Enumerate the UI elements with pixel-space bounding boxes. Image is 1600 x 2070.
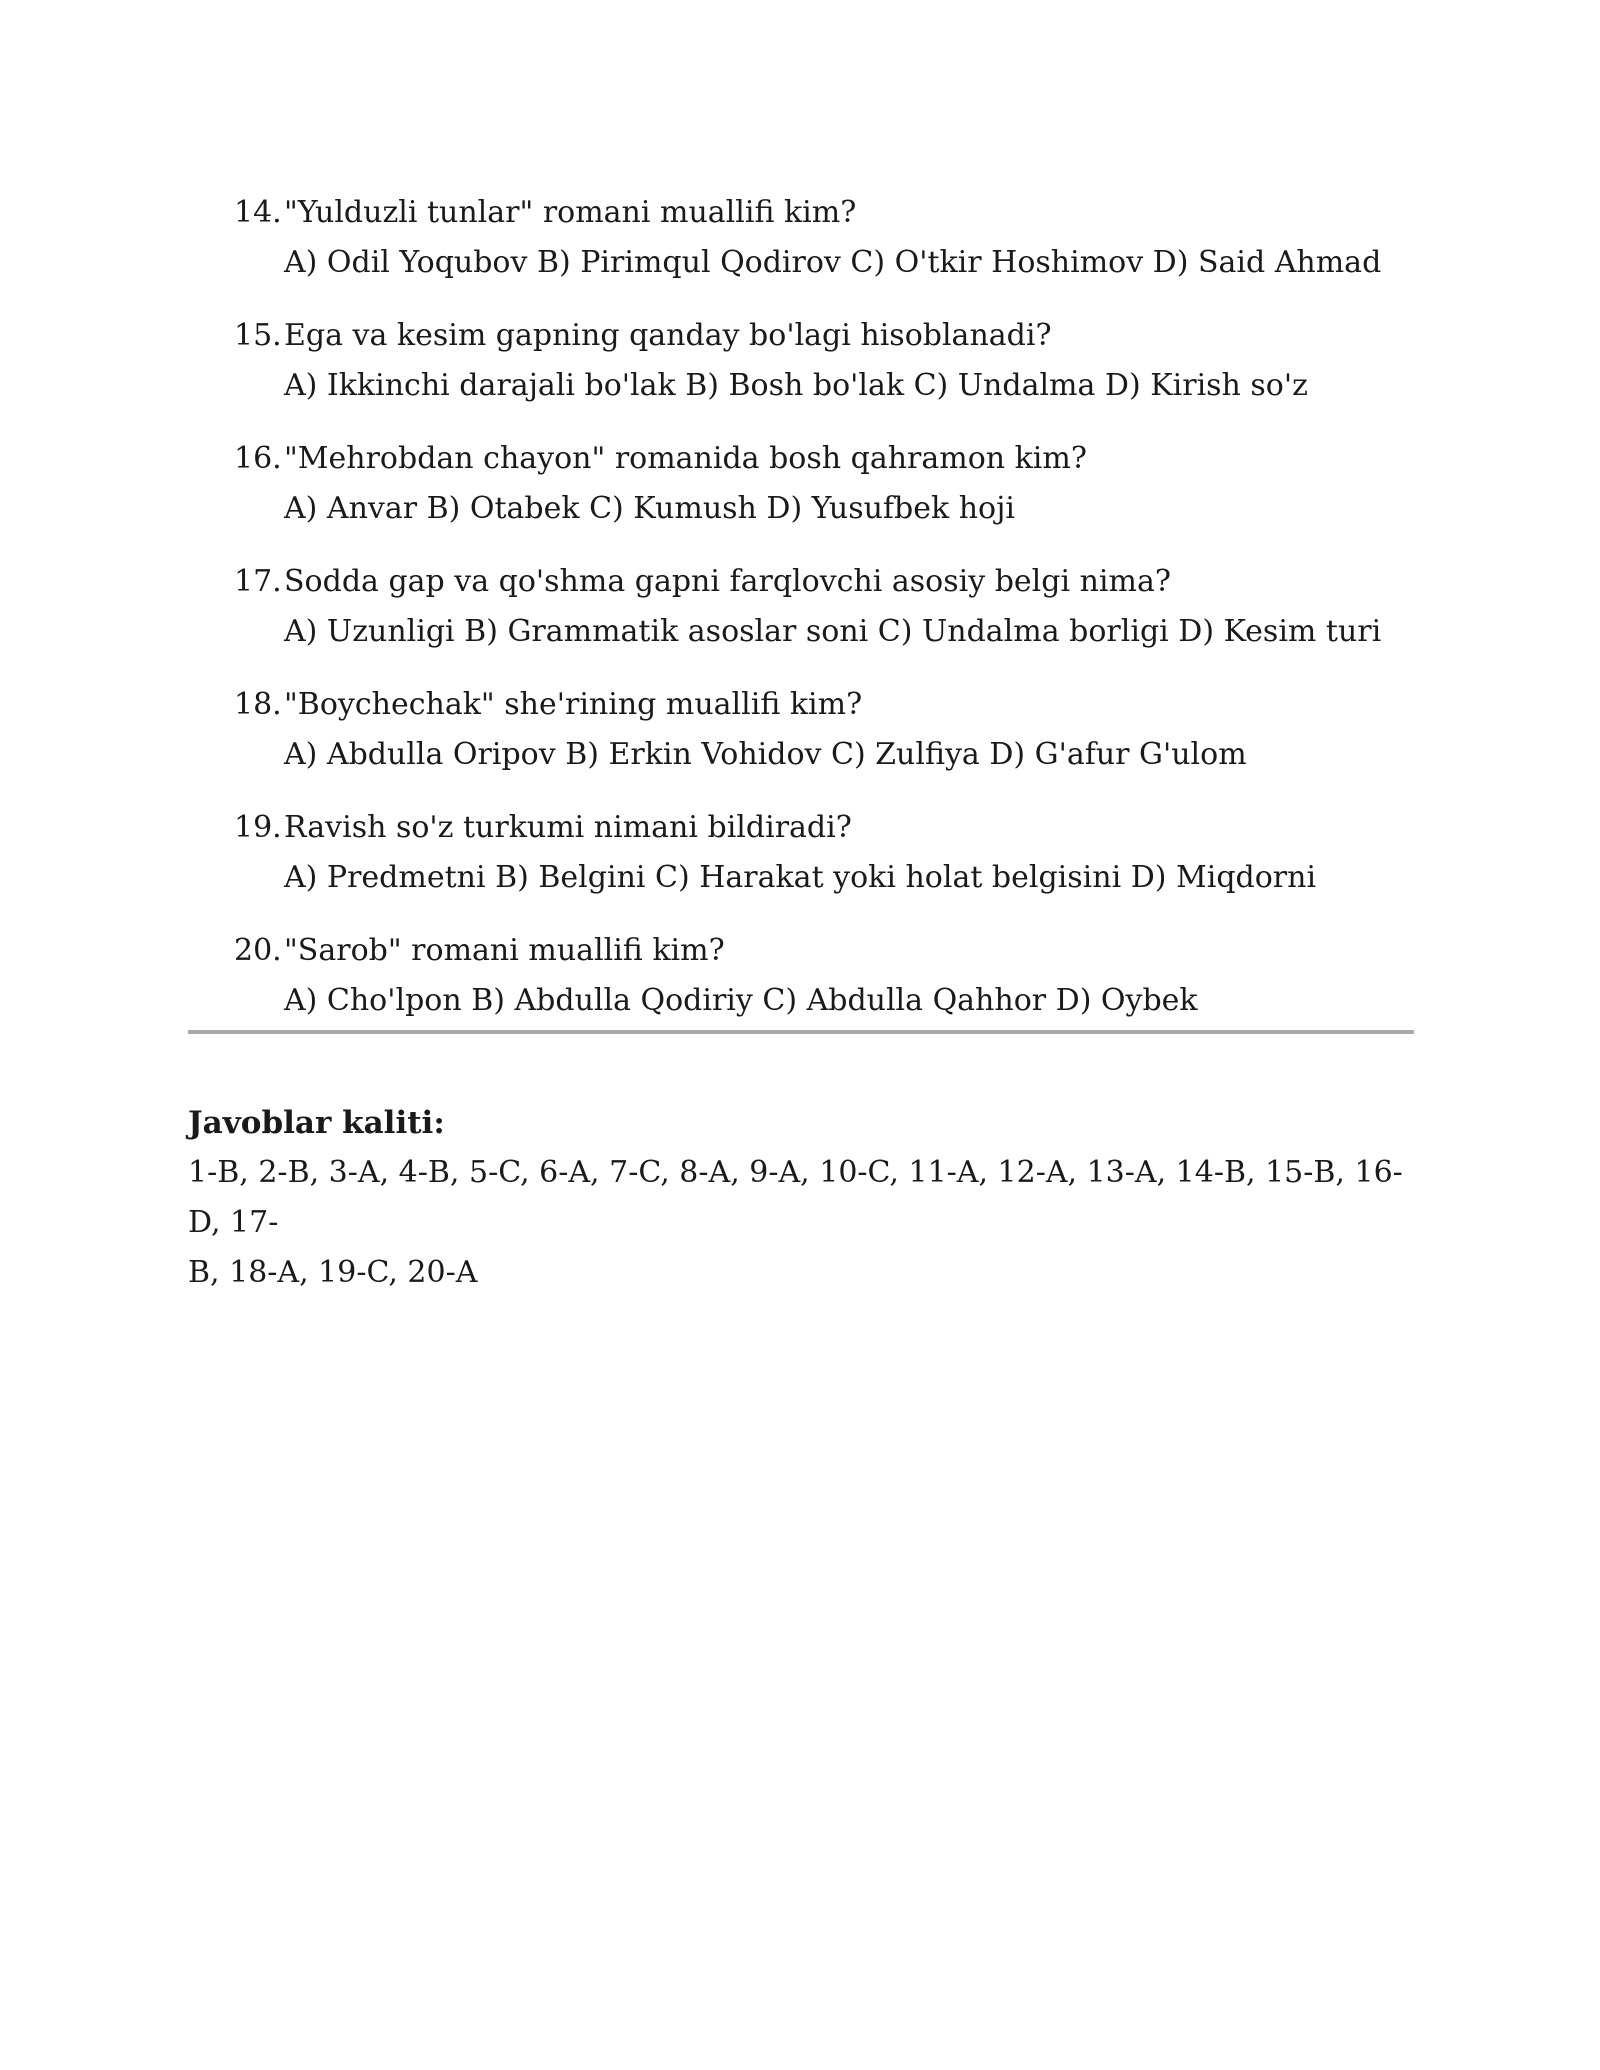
question-17 (234, 557, 1434, 657)
question-18 (234, 680, 1434, 780)
question-text: Ega va kesim gapning qanday bo'lagi hisoblanadi? (284, 318, 1052, 353)
question-text: "Boychechak" she'rining muallifi kim? (284, 687, 863, 722)
question-text: "Mehrobdan chayon" romanida bosh qahramon kim? (284, 441, 1087, 476)
question-text: Sodda gap va qo'shma gapni farqlovchi asosiy belgi nima? (284, 564, 1171, 599)
answer-key-section (188, 1098, 1408, 1298)
question-number: 18. (234, 687, 282, 722)
horizontal-divider (188, 1030, 1414, 1034)
question-line (234, 434, 1434, 484)
answer-key-line-2: B, 18-A, 19-C, 20-A (188, 1255, 478, 1290)
question-line (234, 680, 1434, 730)
answer-options: A) Anvar B) Otabek C) Kumush D) Yusufbek hoji (284, 491, 1015, 526)
answer-key-title: Javoblar kaliti: (188, 1105, 445, 1141)
question-list (234, 188, 1434, 1049)
answer-options: A) Cho'lpon B) Abdulla Qodiriy C) Abdulla Qahhor D) Oybek (284, 983, 1198, 1018)
question-text: Ravish so'z turkumi nimani bildiradi? (284, 810, 852, 845)
question-line (234, 803, 1434, 853)
answer-options: A) Uzunligi B) Grammatik asoslar soni C) Undalma borligi D) Kesim turi (284, 614, 1382, 649)
question-line (234, 557, 1434, 607)
question-14 (234, 188, 1434, 288)
question-19 (234, 803, 1434, 903)
question-number: 17. (234, 564, 282, 599)
question-line (234, 311, 1434, 361)
question-line (234, 188, 1434, 238)
question-16 (234, 434, 1434, 534)
question-text: "Sarob" romani muallifi kim? (284, 933, 725, 968)
question-number: 15. (234, 318, 282, 353)
question-line (234, 926, 1434, 976)
answer-options: A) Abdulla Oripov B) Erkin Vohidov C) Zulfiya D) G'afur G'ulom (284, 737, 1247, 772)
question-15 (234, 311, 1434, 411)
answer-options: A) Ikkinchi darajali bo'lak B) Bosh bo'lak C) Undalma D) Kirish so'z (284, 368, 1308, 403)
question-number: 14. (234, 195, 282, 230)
question-text: "Yulduzli tunlar" romani muallifi kim? (284, 195, 857, 230)
answer-options: A) Odil Yoqubov B) Pirimqul Qodirov C) O'tkir Hoshimov D) Said Ahmad (284, 245, 1382, 280)
question-20 (234, 926, 1434, 1026)
answer-key-line-1: 1-B, 2-B, 3-A, 4-B, 5-C, 6-A, 7-C, 8-A, 9-A, 10-C, 11-A, 12-A, 13-A, 14-B, 15-B, 16-D, 17- (188, 1155, 1403, 1240)
question-number: 16. (234, 441, 282, 476)
answer-options: A) Predmetni B) Belgini C) Harakat yoki holat belgisini D) Miqdorni (284, 860, 1317, 895)
question-number: 20. (234, 933, 282, 968)
question-number: 19. (234, 810, 282, 845)
